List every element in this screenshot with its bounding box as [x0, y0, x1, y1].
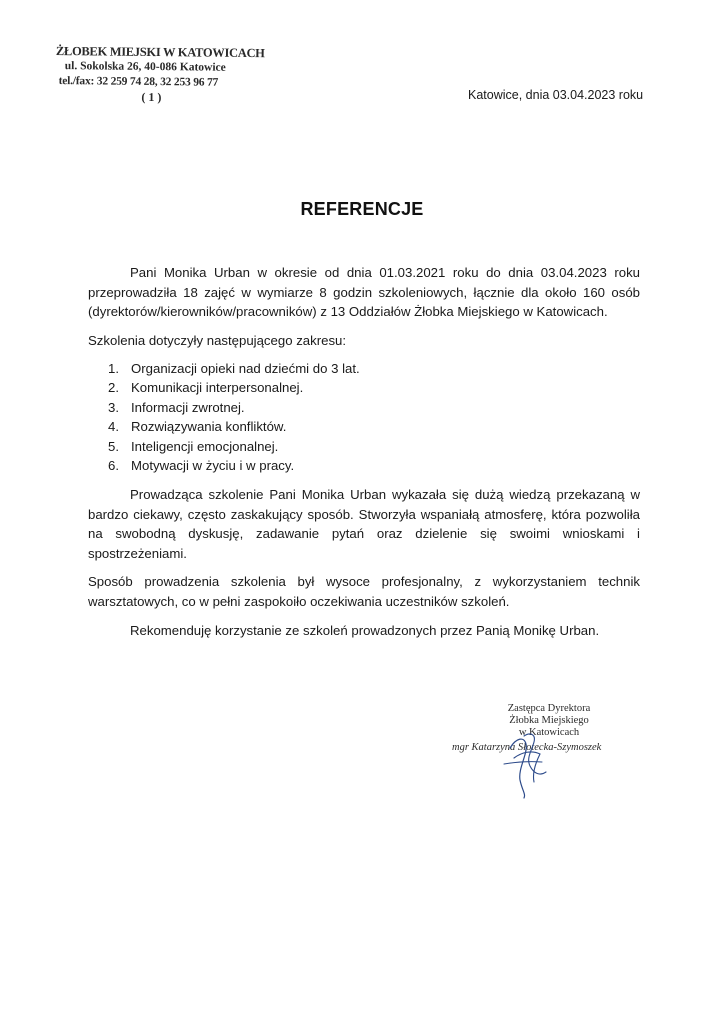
recommendation-paragraph: Rekomenduję korzystanie ze szkoleń prowadzonych przez Panią Monikę Urban. — [130, 623, 600, 638]
handwritten-signature — [496, 728, 566, 800]
list-item — [108, 437, 360, 456]
topics-list — [108, 359, 360, 475]
stamp-institution-name: ŻŁOBEK MIEJSKI W KATOWICACH — [55, 44, 265, 61]
list-item — [108, 417, 360, 436]
list-item-text: Informacji zwrotnej. — [131, 399, 245, 415]
intro-paragraph: Pani Monika Urban w okresie od dnia 01.03.2021 roku do dnia 03.04.2023 roku przeprowadziła 18 zajęć w wymiarze 8 godzin szkoleniowych, łącznie dla około 160 osób (dyrektorów/kierowników/pracowników) z 13 Oddziałów Żłobka Miejskiego w Katowicach. — [88, 265, 640, 320]
assessment-paragraph: Prowadząca szkolenie Pani Monika Urban wykazała się dużą wiedzą przekazaną w bardzo ciekawy, często zaskakujący sposób. Stworzyła wspaniałą atmosferę, która pozwoliła na swobodną dyskusję, zadawanie pytań oraz dzielenie się swoimi wnioskami i spostrzeżeniami. — [88, 487, 640, 561]
list-item-number: 1. — [108, 361, 119, 376]
list-item — [108, 456, 360, 475]
list-item-number: 3. — [108, 399, 119, 415]
list-item — [108, 359, 360, 378]
stamp-number: ( 1 ) — [141, 89, 162, 105]
document-title: REFERENCJE — [300, 199, 424, 219]
list-item-number: 5. — [108, 438, 119, 454]
institution-stamp — [55, 44, 266, 106]
signature-role-line2: Żłobka Miejskiego — [509, 715, 589, 726]
list-item-text: Organizacji opieki nad dziećmi do 3 lat. — [131, 361, 360, 376]
list-item — [108, 398, 360, 417]
list-item — [108, 378, 360, 397]
list-item-text: Komunikacji interpersonalnej. — [131, 380, 304, 396]
stamp-phone: tel./fax: 32 259 74 28, 32 253 96 77 — [58, 75, 219, 89]
list-item-number: 4. — [108, 419, 119, 435]
list-item-text: Motywacji w życiu i w pracy. — [131, 458, 295, 474]
document-date: Katowice, dnia 03.04.2023 roku — [468, 88, 644, 102]
list-item-number: 6. — [108, 458, 119, 474]
list-item-text: Rozwiązywania konfliktów. — [131, 419, 287, 435]
scope-paragraph: Szkolenia dotyczyły następującego zakresu: — [88, 333, 347, 348]
method-paragraph: Sposób prowadzenia szkolenia był wysoce profesjonalny, z wykorzystaniem technik warsztatowych, co w pełni zaspokoiło oczekiwania uczestników szkoleń. — [88, 574, 640, 609]
signature-role-line1: Zastępca Dyrektora — [507, 703, 591, 714]
list-item-text: Inteligencji emocjonalnej. — [131, 438, 279, 454]
signature-role-line3: w Katowicach — [518, 727, 580, 738]
list-item-number: 2. — [108, 380, 119, 396]
stamp-address: ul. Sokolska 26, 40-086 Katowice — [64, 60, 226, 74]
signatory-name: mgr Katarzyna Słotecka-Szymoszek — [452, 742, 602, 753]
